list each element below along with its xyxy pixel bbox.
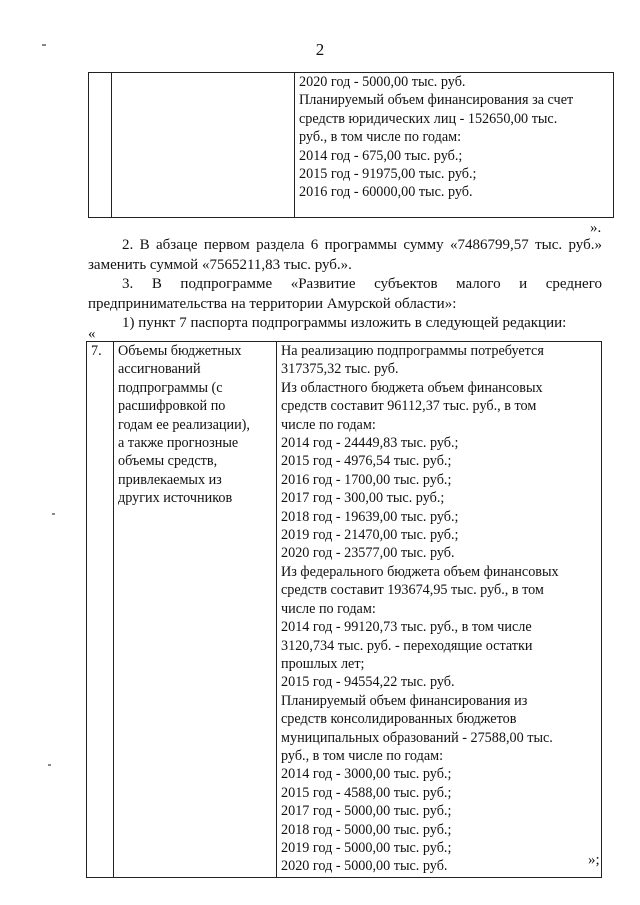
paragraph-2-line-2: заменить суммой «7565211,83 тыс. руб.».	[88, 256, 352, 273]
word: субъектов	[374, 276, 438, 292]
word: программы	[324, 237, 398, 253]
subprogram-passport-table	[86, 341, 602, 878]
paragraph-3-line-1	[88, 275, 602, 295]
word: тыс.	[535, 237, 563, 253]
word: подпрограмме	[180, 276, 273, 292]
name-line: объемы средств,	[118, 453, 218, 470]
content-line: 2020 год - 5000,00 тыс. руб.	[281, 858, 448, 875]
content-line: 2014 год - 99120,73 тыс. руб., в том числе	[281, 619, 532, 636]
content-line: 2015 год - 4976,54 тыс. руб.;	[281, 453, 452, 470]
content-line: 2020 год - 23577,00 тыс. руб.	[281, 545, 455, 562]
content-line: 2016 год - 60000,00 тыс. руб.	[299, 184, 473, 201]
name-line: расшифровкой по	[118, 398, 226, 415]
table-row	[87, 342, 602, 878]
name-line: годам ее реализации),	[118, 416, 250, 433]
paragraph-2-line-1	[88, 236, 602, 256]
name-line: привлекаемых из	[118, 471, 222, 488]
word: абзаце	[155, 237, 198, 253]
scan-mark	[52, 513, 55, 515]
content-line: Планируемый объем финансирования из	[281, 692, 528, 709]
row-name	[114, 342, 277, 878]
content-line: средств составит 96112,37 тыс. руб., в том	[281, 398, 537, 415]
content-line: Из областного бюджета объем финансовых	[281, 379, 543, 396]
content-line: Из федерального бюджета объем финансовых	[281, 563, 559, 580]
content-line: 2017 год - 300,00 тыс. руб.;	[281, 490, 445, 507]
word: руб.»	[568, 237, 602, 253]
table-cell-content	[295, 73, 614, 218]
paragraph-4	[88, 314, 602, 334]
word: 6	[310, 237, 319, 253]
word: В	[139, 237, 150, 253]
table-cell-number	[89, 73, 112, 218]
content-line: 2014 год - 3000,00 тыс. руб.;	[281, 766, 452, 783]
content-line: 2015 год - 4588,00 тыс. руб.;	[281, 784, 452, 801]
paragraph-3-line-2: предпринимательства на территории Амурской области»:	[88, 295, 457, 312]
word: «7486799,57	[449, 237, 529, 253]
table-row	[89, 73, 614, 218]
content-line: 2018 год - 5000,00 тыс. руб.;	[281, 821, 452, 838]
content-line: 2016 год - 1700,00 тыс. руб.;	[281, 471, 452, 488]
content-line: 2014 год - 24449,83 тыс. руб.;	[281, 435, 459, 452]
word: сумму	[403, 237, 444, 253]
content-line: 2015 год - 91975,00 тыс. руб.;	[299, 166, 477, 183]
content-line: 2019 год - 21470,00 тыс. руб.;	[281, 527, 459, 544]
content-line: 2018 год - 19639,00 тыс. руб.;	[281, 508, 459, 525]
content-line: 317375,32 тыс. руб.	[281, 361, 399, 378]
word: «Развитие	[290, 276, 356, 292]
content-line: муниципальных образований - 27588,00 тыс.	[281, 729, 553, 746]
content-line: 2020 год - 5000,00 тыс. руб.	[299, 74, 466, 90]
content-line: средств консолидированных бюджетов	[281, 711, 517, 728]
content-line: числе по годам:	[281, 600, 376, 617]
table-cell-name	[112, 73, 295, 218]
content-line: Планируемый объем финансирования за счет	[299, 92, 574, 109]
word: первом	[203, 237, 250, 253]
paragraph-3	[88, 275, 602, 314]
word: малого	[456, 276, 501, 292]
content-line: средств юридических лиц - 152650,00 тыс.	[299, 110, 558, 127]
paragraph-2	[88, 236, 602, 275]
name-line: других источников	[118, 490, 233, 507]
content-line: прошлых лет;	[281, 655, 365, 672]
content-line: 2014 год - 675,00 тыс. руб.;	[299, 147, 463, 164]
content-line: 2017 год - 5000,00 тыс. руб.;	[281, 803, 452, 820]
content-line: 2015 год - 94554,22 тыс. руб.	[281, 674, 455, 691]
content-line: средств составит 193674,95 тыс. руб., в том	[281, 582, 544, 599]
name-line: подпрограммы (с	[118, 379, 223, 396]
row-content	[277, 342, 602, 878]
scan-mark	[48, 764, 51, 766]
content-line: 3120,734 тыс. руб. - переходящие остатки	[281, 637, 533, 654]
word: 2.	[122, 237, 134, 253]
name-line: а также прогнозные	[118, 435, 239, 452]
name-line: Объемы бюджетных	[118, 343, 242, 359]
content-line: числе по годам:	[281, 416, 376, 433]
open-quote: «	[88, 326, 96, 342]
closing-quote-2: »;	[588, 852, 600, 868]
row-number: 7.	[87, 342, 114, 878]
table-continuation	[88, 72, 614, 218]
name-line: ассигнований	[118, 361, 201, 378]
content-line: руб., в том числе по годам:	[281, 747, 444, 764]
paragraph-4-line-1: 1) пункт 7 паспорта подпрограммы изложить в следующей редакции:	[122, 315, 567, 331]
word: В	[151, 276, 162, 292]
word: и	[519, 276, 528, 292]
closing-quote-1: ».	[590, 220, 602, 236]
word: 3.	[122, 276, 134, 292]
word: среднего	[545, 276, 602, 292]
content-line: 2019 год - 5000,00 тыс. руб.;	[281, 839, 452, 856]
content-line: руб., в том числе по годам:	[299, 129, 462, 146]
page-number: 2	[315, 40, 325, 59]
scan-mark	[42, 44, 46, 46]
content-line: На реализацию подпрограммы потребуется	[281, 343, 544, 359]
word: раздела	[256, 237, 305, 253]
